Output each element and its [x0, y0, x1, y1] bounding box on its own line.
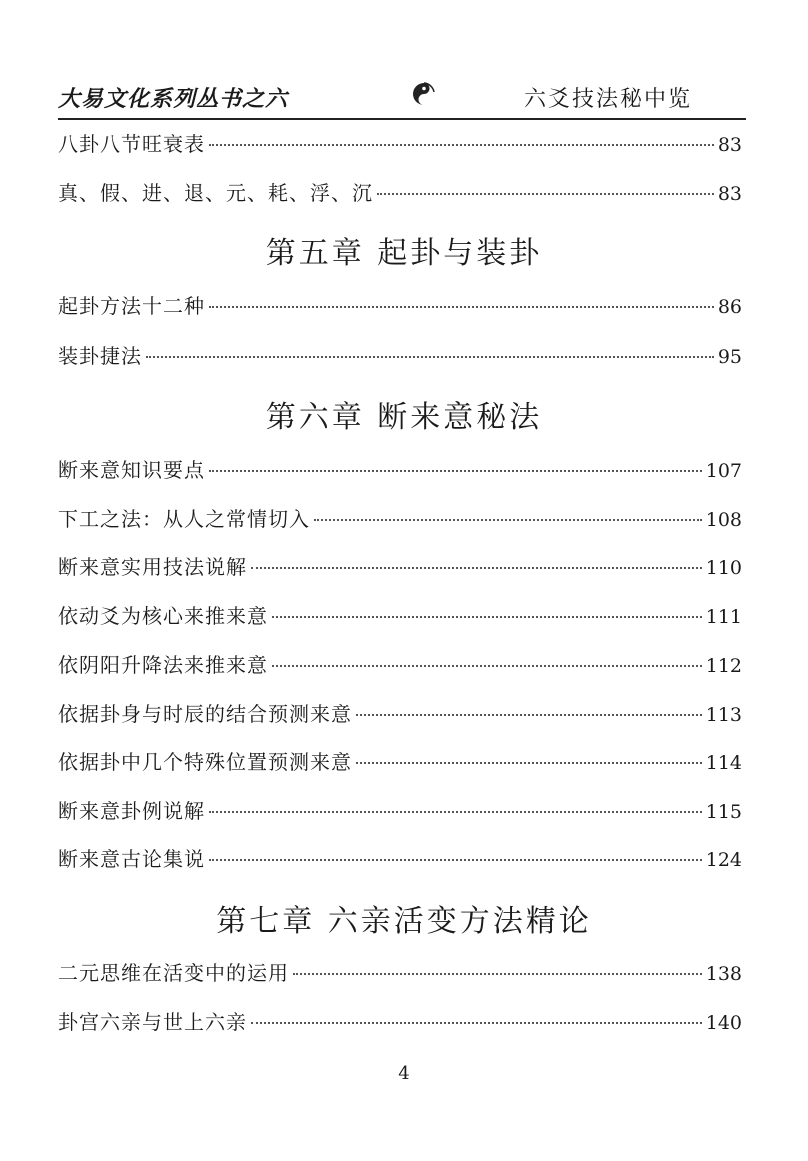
toc-entry: [58, 698, 742, 728]
toc-entry-title: 八卦八节旺衰表: [58, 132, 205, 156]
dot-leader: [356, 714, 702, 716]
toc-entry: [58, 503, 742, 533]
dot-leader: [209, 306, 714, 308]
header-divider: [58, 118, 746, 120]
toc-entry: [58, 454, 742, 484]
series-title: 大易文化系列丛书之六: [58, 86, 289, 112]
chapter-heading: 第五章 起卦与装卦: [265, 236, 543, 271]
toc-entry-title: 断来意古论集说: [58, 847, 205, 871]
toc-entry-title: 卦宫六亲与世上六亲: [58, 1010, 247, 1034]
toc-entry-page: 138: [705, 963, 742, 985]
toc-entry: [58, 290, 742, 320]
toc-entry-title: 断来意实用技法说解: [58, 555, 247, 579]
chapter-heading: 第七章 六亲活变方法精论: [216, 904, 592, 939]
toc-entry: [58, 649, 742, 679]
toc-entry: [58, 957, 742, 987]
toc-entry-title: 断来意知识要点: [58, 458, 205, 482]
page-number: 4: [398, 1063, 410, 1084]
toc-entry: [58, 843, 742, 873]
dot-leader: [314, 519, 702, 521]
dot-leader: [272, 665, 702, 667]
toc-entry: [58, 600, 742, 630]
toc-entry-page: 108: [705, 509, 742, 531]
toc-entry-title: 断来意卦例说解: [58, 799, 205, 823]
book-title: 六爻技法秘中览: [523, 87, 692, 112]
toc-entry-title: 真、假、进、退、元、耗、浮、沉: [58, 181, 373, 205]
toc-entry: [58, 1006, 742, 1036]
dot-leader: [209, 811, 702, 813]
toc-entry-page: 112: [705, 655, 742, 677]
toc-entry-page: 114: [705, 752, 742, 774]
dot-leader: [272, 616, 702, 618]
toc-entry-page: 111: [705, 606, 742, 628]
toc-entry: [58, 746, 742, 776]
toc-entry: [58, 551, 742, 581]
dot-leader: [377, 193, 714, 195]
toc-entry-page: 83: [717, 183, 742, 205]
running-header: [58, 76, 746, 116]
dot-leader: [209, 470, 702, 472]
toc-entry-page: 95: [717, 346, 742, 368]
toc-entry-title: 下工之法：从人之常情切入: [58, 507, 310, 531]
dot-leader: [251, 567, 702, 569]
toc-entry-title: 装卦捷法: [58, 344, 142, 368]
toc-entry-page: 113: [705, 704, 742, 726]
toc-entry-page: 110: [705, 557, 742, 579]
taiji-icon: [410, 80, 438, 108]
chapter-heading: 第六章 断来意秘法: [265, 400, 543, 435]
toc-entry-title: 依阴阳升降法来推来意: [58, 653, 268, 677]
toc-entry-page: 107: [705, 460, 742, 482]
toc-entry-title: 依据卦身与时辰的结合预测来意: [58, 702, 352, 726]
toc-entry-title: 依据卦中几个特殊位置预测来意: [58, 750, 352, 774]
dot-leader: [146, 356, 714, 358]
toc-entry: [58, 795, 742, 825]
toc-entry-page: 115: [705, 801, 742, 823]
toc-entry: [58, 128, 742, 158]
toc-entry-page: 83: [717, 134, 742, 156]
dot-leader: [293, 973, 702, 975]
dot-leader: [251, 1022, 702, 1024]
toc-entry: [58, 340, 742, 370]
dot-leader: [209, 859, 702, 861]
toc-entry-page: 86: [717, 296, 742, 318]
toc-entry-title: 二元思维在活变中的运用: [58, 961, 289, 985]
toc-entry-title: 依动爻为核心来推来意: [58, 604, 268, 628]
dot-leader: [209, 144, 714, 146]
toc-entry-page: 124: [705, 849, 742, 871]
toc-entry-title: 起卦方法十二种: [58, 294, 205, 318]
toc-entry: [58, 177, 742, 207]
toc-entry-page: 140: [705, 1012, 742, 1034]
dot-leader: [356, 762, 702, 764]
